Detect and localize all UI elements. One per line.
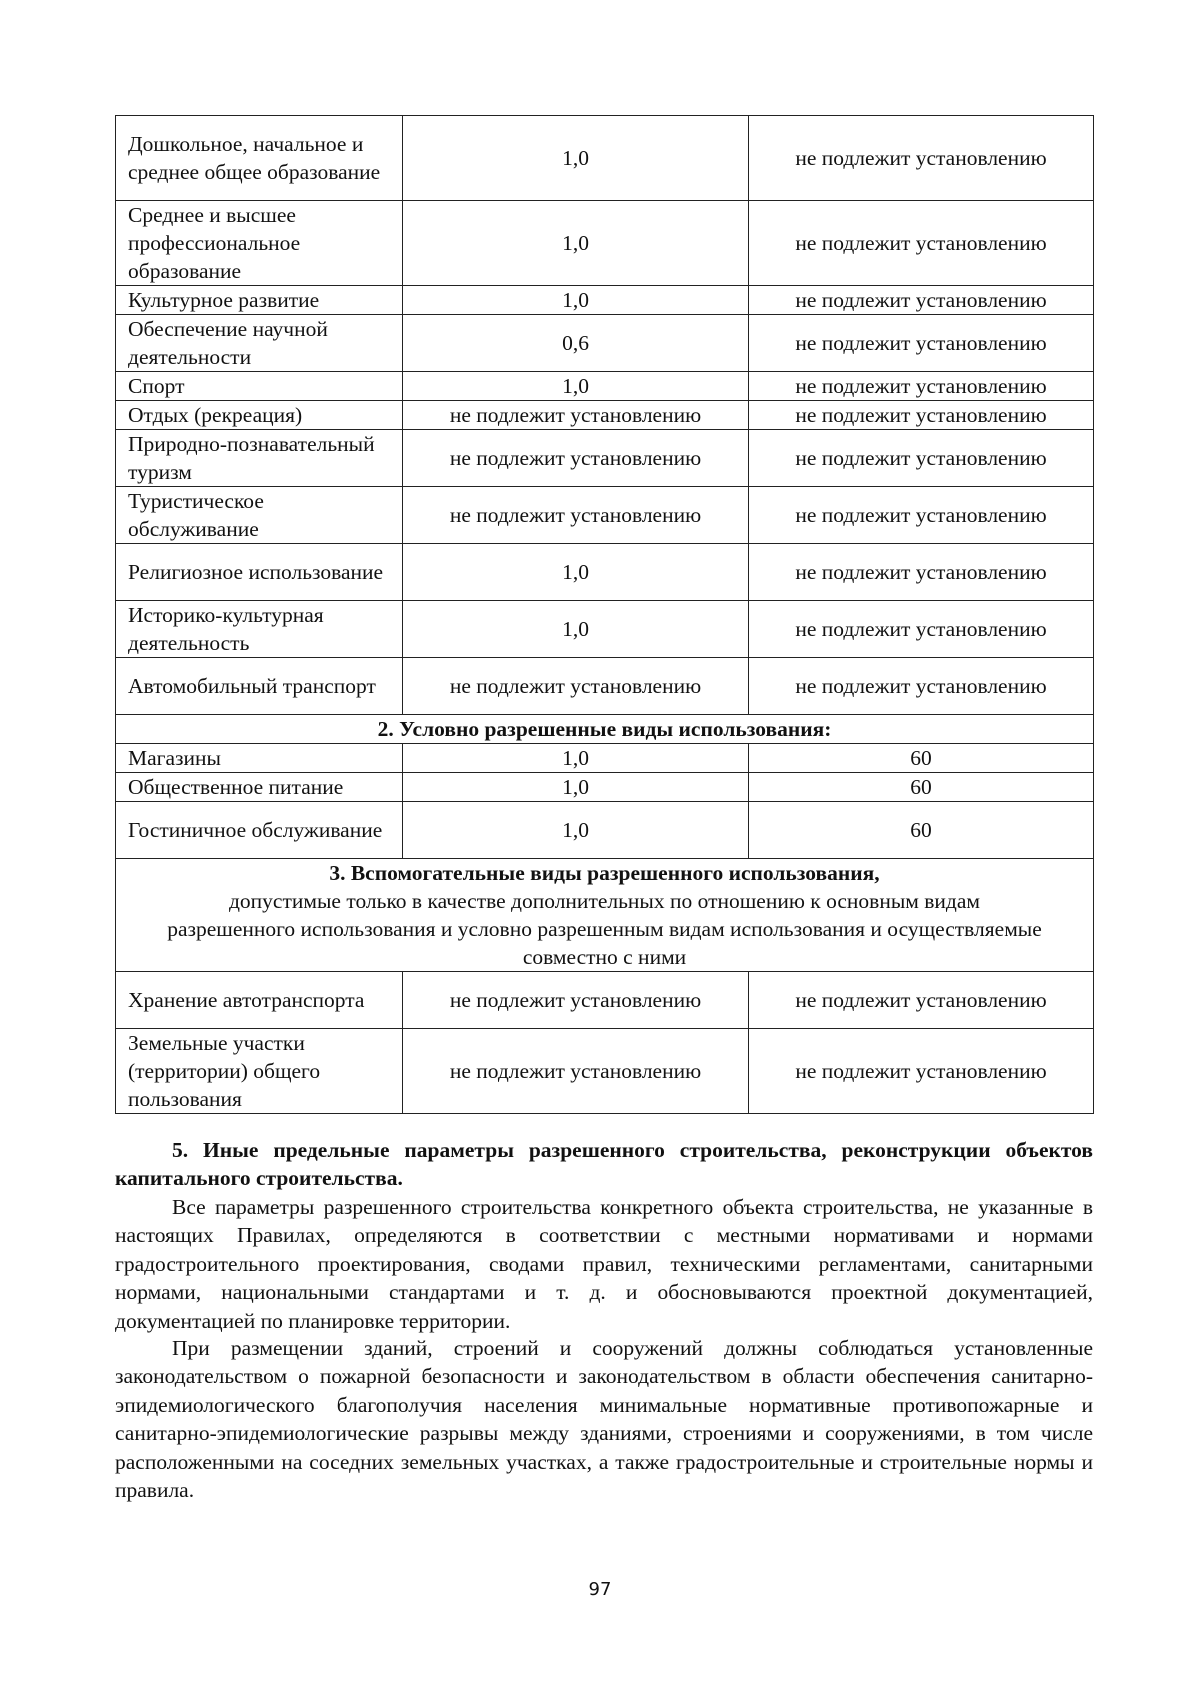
table-row [116, 773, 1094, 802]
table-row [116, 658, 1094, 715]
use-type-cell: Среднее и высшее профессиональное образование [116, 201, 403, 286]
section3-description: допустимые только в качестве дополнительных по отношению к основным видам разрешенного использования и условно разрешенным видам использования и осуществляемые совместно с ними [167, 889, 1042, 969]
limit-cell: не подлежит установлению [749, 201, 1094, 286]
ratio-cell: не подлежит установлению [403, 972, 749, 1029]
table-row [116, 1029, 1094, 1114]
use-type-cell: Автомобильный транспорт [116, 658, 403, 715]
ratio-cell: 1,0 [403, 116, 749, 201]
table-row [116, 116, 1094, 201]
ratio-cell: не подлежит установлению [403, 487, 749, 544]
table-row [116, 286, 1094, 315]
table-row [116, 430, 1094, 487]
use-type-cell: Спорт [116, 372, 403, 401]
table-row [116, 487, 1094, 544]
table-row [116, 972, 1094, 1029]
ratio-cell: 1,0 [403, 201, 749, 286]
table-row [116, 744, 1094, 773]
use-type-cell: Гостиничное обслуживание [116, 802, 403, 859]
ratio-cell: 1,0 [403, 744, 749, 773]
limit-cell: 60 [749, 773, 1094, 802]
ratio-cell: не подлежит установлению [403, 658, 749, 715]
use-type-cell: Земельные участки (территории) общего пользования [116, 1029, 403, 1114]
use-type-cell: Отдых (рекреация) [116, 401, 403, 430]
land-use-parameters-table [115, 115, 1094, 1114]
limit-cell: не подлежит установлению [749, 658, 1094, 715]
limit-cell: не подлежит установлению [749, 544, 1094, 601]
section5-paragraph-1: Все параметры разрешенного строительства конкретного объекта строительства, не указанные в настоящих Правилах, определяются в соответствии с местными нормативами и нормами градостроительного проектирования, сводами правил, техническими регламентами, санитарными нормами, национальными стандартами и т. д. и обосновываются проектной документацией, документацией по планировке территории. [115, 1195, 1093, 1333]
limit-cell: не подлежит установлению [749, 487, 1094, 544]
table-row [116, 372, 1094, 401]
section2-title: 2. Условно разрешенные виды использования: [116, 715, 1094, 744]
limit-cell: не подлежит установлению [749, 1029, 1094, 1114]
use-type-cell: Обеспечение научной деятельности [116, 315, 403, 372]
ratio-cell: 0,6 [403, 315, 749, 372]
ratio-cell: 1,0 [403, 544, 749, 601]
limit-cell: не подлежит установлению [749, 116, 1094, 201]
section3-title: 3. Вспомогательные виды разрешенного использования, [329, 861, 880, 885]
limit-cell: не подлежит установлению [749, 286, 1094, 315]
ratio-cell: 1,0 [403, 372, 749, 401]
ratio-cell: 1,0 [403, 601, 749, 658]
limit-cell: 60 [749, 802, 1094, 859]
use-type-cell: Дошкольное, начальное и среднее общее образование [116, 116, 403, 201]
use-type-cell: Культурное развитие [116, 286, 403, 315]
ratio-cell: не подлежит установлению [403, 430, 749, 487]
use-type-cell: Магазины [116, 744, 403, 773]
limit-cell: не подлежит установлению [749, 372, 1094, 401]
use-type-cell: Религиозное использование [116, 544, 403, 601]
table-row [116, 315, 1094, 372]
section-header-row [116, 715, 1094, 744]
limit-cell: 60 [749, 744, 1094, 773]
use-type-cell: Хранение автотранспорта [116, 972, 403, 1029]
ratio-cell: 1,0 [403, 773, 749, 802]
use-type-cell: Туристическое обслуживание [116, 487, 403, 544]
use-type-cell: Историко-культурная деятельность [116, 601, 403, 658]
page-number: 97 [588, 1579, 612, 1600]
limit-cell: не подлежит установлению [749, 315, 1094, 372]
use-type-cell: Природно-познавательный туризм [116, 430, 403, 487]
table-row [116, 802, 1094, 859]
ratio-cell: 1,0 [403, 802, 749, 859]
section5-heading: 5. Иные предельные параметры разрешенного строительства, реконструкции объектов капитального строительства. [115, 1138, 1093, 1191]
ratio-cell: не подлежит установлению [403, 401, 749, 430]
limit-cell: не подлежит установлению [749, 401, 1094, 430]
section3-cell [116, 859, 1094, 972]
ratio-cell: не подлежит установлению [403, 1029, 749, 1114]
limit-cell: не подлежит установлению [749, 972, 1094, 1029]
ratio-cell: 1,0 [403, 286, 749, 315]
limit-cell: не подлежит установлению [749, 601, 1094, 658]
section5-paragraph-2: При размещении зданий, строений и сооружений должны соблюдаться установленные законодательством о пожарной безопасности и законодательством в области обеспечения санитарно-эпидемиологического благополучия населения минимальные нормативные противопожарные и санитарно-эпидемиологические разрывы между зданиями, строениями и сооружениями, в том числе расположенными на соседних земельных участках, а также градостроительные и строительные нормы и правила. [115, 1336, 1093, 1503]
limit-cell: не подлежит установлению [749, 430, 1094, 487]
section-header-row [116, 859, 1094, 972]
table-row [116, 544, 1094, 601]
table-row [116, 601, 1094, 658]
use-type-cell: Общественное питание [116, 773, 403, 802]
table-row [116, 401, 1094, 430]
table-row [116, 201, 1094, 286]
